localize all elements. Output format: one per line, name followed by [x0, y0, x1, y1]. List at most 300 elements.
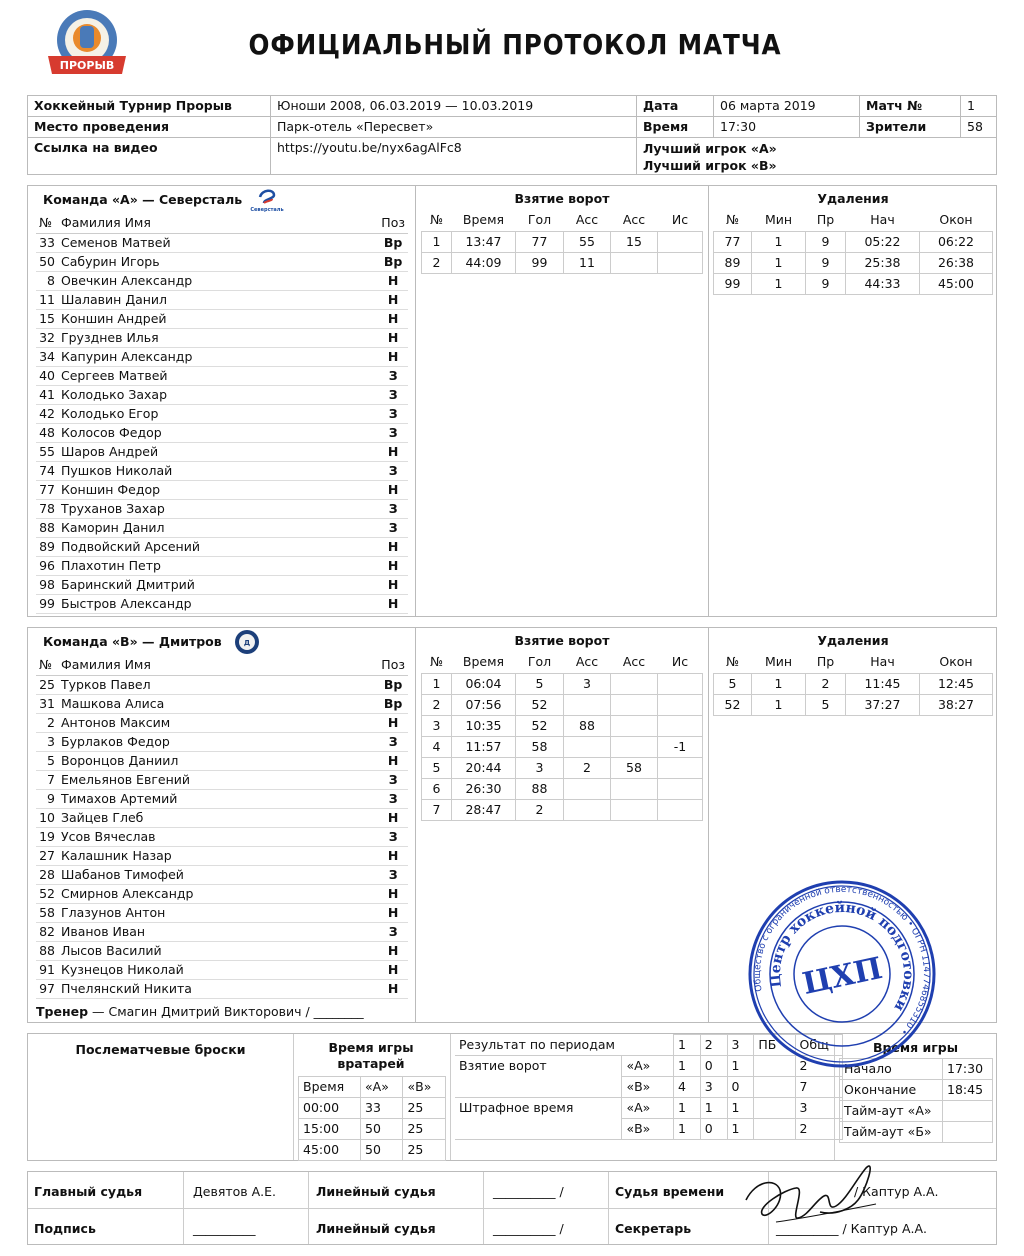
- player-row: [36, 271, 408, 290]
- goalie-b: 25: [403, 1119, 446, 1140]
- goal-goal: 77: [516, 231, 564, 252]
- player-position: З: [378, 518, 408, 537]
- goal-time: 20:44: [452, 757, 516, 778]
- player-number: 28: [36, 865, 58, 884]
- penalty-pr: 9: [806, 273, 846, 294]
- player-position: З: [378, 732, 408, 751]
- team-b-roster: Команда «В» — Дмитров Д № Фамилия Имя Поз 25 Турков Павел Вр 31 Машкова Алиса Вр 2 Антонов Максим Н 3 Бурлаков Федор З 5 Воронцов Даниил Н 7 Емельянов Евгений З 9 Тимахов Артемий З 10 Зайцев Глеб Н 19 Усов Вячеслав З 27 Калашник Назар Н 28 Шабанов Тимофей З 52 Смирнов Александр Н 58 Глазунов Антон Н 82 Иванов Иван З 88 Лысов Василий Н 91 Кузнецов Николай Н 97 Пчелянский Никита Н: [36, 628, 416, 999]
- penalty-pr: 9: [806, 231, 846, 252]
- player-position: Вр: [378, 252, 408, 271]
- player-position: З: [378, 789, 408, 808]
- goalie-row: [299, 1098, 446, 1119]
- player-position: Н: [378, 575, 408, 594]
- player-name: Воронцов Даниил: [58, 751, 378, 770]
- player-name: Быстров Александр: [58, 594, 378, 613]
- goalie-time-label: Время игры вратарей: [328, 1040, 414, 1071]
- player-name: Грузднев Илья: [58, 328, 378, 347]
- player-number: 50: [36, 252, 58, 271]
- player-name: Калашник Назар: [58, 846, 378, 865]
- player-number: 78: [36, 499, 58, 518]
- player-position: Н: [378, 290, 408, 309]
- player-name: Плахотин Петр: [58, 556, 378, 575]
- match-number-value: 1: [961, 96, 997, 117]
- player-name: Колодько Захар: [58, 385, 378, 404]
- player-number: 11: [36, 290, 58, 309]
- date-value: 06 марта 2019: [714, 96, 860, 117]
- team-a-roster: [36, 186, 416, 614]
- spectators-value: 58: [961, 117, 997, 138]
- player-name: Капурин Александр: [58, 347, 378, 366]
- player-position: З: [378, 770, 408, 789]
- tournament-logo: [44, 8, 130, 78]
- player-name: Кузнецов Николай: [58, 960, 378, 979]
- player-row: [36, 694, 408, 713]
- penalty-min: 1: [752, 252, 806, 273]
- goal-n: 4: [422, 736, 452, 757]
- stamp-inner-text: Центр хоккейной подготовки: [767, 899, 917, 1014]
- player-number: 91: [36, 960, 58, 979]
- penalty-n: 89: [714, 252, 752, 273]
- player-row: [36, 789, 408, 808]
- dmitrov-logo: [234, 629, 260, 655]
- penalty-n: 5: [714, 673, 752, 694]
- player-number: 41: [36, 385, 58, 404]
- best-player-b-label: Лучший игрок «В»: [643, 158, 777, 173]
- goal-a2: [611, 736, 658, 757]
- spectators-label: Зрители: [860, 117, 961, 138]
- game-time: Время игры Начало 17:30 Окончание 18:45 Тайм-аут «А» Тайм-аут «Б»: [834, 1034, 996, 1160]
- player-position: З: [378, 461, 408, 480]
- coach-label: Тренер: [36, 1004, 89, 1019]
- coach-value: — Смагин Дмитрий Викторович / ________: [92, 1004, 364, 1019]
- player-row: [36, 960, 408, 979]
- penalty-min: 1: [752, 231, 806, 252]
- player-row: [36, 770, 408, 789]
- goal-n: 6: [422, 778, 452, 799]
- player-position: З: [378, 922, 408, 941]
- player-name: Труханов Захар: [58, 499, 378, 518]
- player-row: [36, 404, 408, 423]
- penalty-pr: 2: [806, 673, 846, 694]
- player-position: Н: [378, 480, 408, 499]
- player-number: 99: [36, 594, 58, 613]
- player-name: Пушков Николай: [58, 461, 378, 480]
- goal-n: 5: [422, 757, 452, 778]
- player-number: 58: [36, 903, 58, 922]
- goal-row: [422, 778, 703, 799]
- player-name: Машкова Алиса: [58, 694, 378, 713]
- player-number: 98: [36, 575, 58, 594]
- goalie-a: 33: [361, 1098, 403, 1119]
- time-label: Время: [637, 117, 714, 138]
- penalty-end: 06:22: [920, 231, 993, 252]
- penalty-end: 12:45: [920, 673, 993, 694]
- player-position: З: [378, 827, 408, 846]
- match-number-label: Матч №: [860, 96, 961, 117]
- goal-goal: 58: [516, 736, 564, 757]
- player-row: [36, 808, 408, 827]
- goal-row: [422, 252, 703, 273]
- goal-time: 07:56: [452, 694, 516, 715]
- goal-a2: [611, 673, 658, 694]
- goal-a1: 55: [564, 231, 611, 252]
- shootout-label: Послематчевые броски: [75, 1042, 246, 1057]
- player-name: Бурлаков Федор: [58, 732, 378, 751]
- venue-label: Место проведения: [28, 117, 271, 138]
- time-value: 17:30: [714, 117, 860, 138]
- player-row: [36, 941, 408, 960]
- player-number: 96: [36, 556, 58, 575]
- player-row: [36, 461, 408, 480]
- player-row: [36, 442, 408, 461]
- goal-time: 26:30: [452, 778, 516, 799]
- player-name: Шабанов Тимофей: [58, 865, 378, 884]
- goal-row: [422, 736, 703, 757]
- player-row: [36, 499, 408, 518]
- signature-scribble: [736, 1160, 886, 1240]
- player-name: Усов Вячеслав: [58, 827, 378, 846]
- penalty-min: 1: [752, 694, 806, 715]
- player-position: Н: [378, 328, 408, 347]
- penalty-time-label: Штрафное время: [455, 1098, 622, 1140]
- goalie-time: 00:00: [299, 1098, 361, 1119]
- goal-n: 1: [422, 673, 452, 694]
- team-b-penalties: Удаления № Мин Пр Нач Окон 5 1 2 11:45 12:45 52 1 5 37:27 38:27: [713, 628, 993, 716]
- goal-is: [658, 757, 703, 778]
- game-time-label: Время игры: [872, 1040, 959, 1055]
- goal-a2: [611, 715, 658, 736]
- player-row: [36, 328, 408, 347]
- periods-label: Результат по периодам: [455, 1035, 673, 1056]
- goalie-time: Время игры вратарей Время «А» «В» 00:00 33 25 15:00 50 25 45:00 50 25: [296, 1034, 446, 1161]
- page-title: ОФИЦИАЛЬНЫЙ ПРОТОКОЛ МАТЧА: [248, 28, 782, 61]
- player-position: Н: [378, 537, 408, 556]
- goal-is: [658, 799, 703, 820]
- goal-a2: [611, 799, 658, 820]
- player-name: Шалавин Данил: [58, 290, 378, 309]
- goal-n: 3: [422, 715, 452, 736]
- player-number: 5: [36, 751, 58, 770]
- player-number: 55: [36, 442, 58, 461]
- penalty-end: 45:00: [920, 273, 993, 294]
- player-row: [36, 751, 408, 770]
- penalty-row: [714, 231, 993, 252]
- penalty-row: [714, 273, 993, 294]
- player-position: З: [378, 366, 408, 385]
- svg-text:Северсталь: Северсталь: [250, 207, 284, 213]
- player-number: 89: [36, 537, 58, 556]
- player-row: [36, 884, 408, 903]
- goal-goal: 3: [516, 757, 564, 778]
- period-results: Результат по периодам 1 2 3 ПБ Общ Взятие ворот «А» 1 0 1 2 «В» 4 3 0 7 Штрафное время «А» 1 1 1 3 «В» 1 0 1 2: [450, 1034, 838, 1160]
- player-number: 3: [36, 732, 58, 751]
- goal-a2: [611, 778, 658, 799]
- goal-a1: 2: [564, 757, 611, 778]
- player-row: [36, 423, 408, 442]
- player-number: 8: [36, 271, 58, 290]
- player-name: Зайцев Глеб: [58, 808, 378, 827]
- player-number: 40: [36, 366, 58, 385]
- player-row: [36, 827, 408, 846]
- player-position: Вр: [378, 233, 408, 252]
- player-number: 88: [36, 941, 58, 960]
- player-number: 15: [36, 309, 58, 328]
- goal-goal: 88: [516, 778, 564, 799]
- penalty-min: 1: [752, 673, 806, 694]
- goal-a1: [564, 694, 611, 715]
- player-position: Н: [378, 808, 408, 827]
- player-name: Лысов Василий: [58, 941, 378, 960]
- player-row: [36, 732, 408, 751]
- player-number: 25: [36, 675, 58, 694]
- penalty-start: 25:38: [846, 252, 920, 273]
- player-position: Н: [378, 846, 408, 865]
- player-row: [36, 309, 408, 328]
- penalty-row: [714, 694, 993, 715]
- player-name: Емельянов Евгений: [58, 770, 378, 789]
- player-number: 33: [36, 233, 58, 252]
- goal-goal: 5: [516, 673, 564, 694]
- player-position: Н: [378, 594, 408, 613]
- match-header: [27, 95, 997, 175]
- goal-row: [422, 799, 703, 820]
- team-a-name: Команда «А» — Северсталь: [43, 192, 243, 207]
- player-row: [36, 290, 408, 309]
- goal-time: 06:04: [452, 673, 516, 694]
- goal-row: [422, 715, 703, 736]
- player-name: Каморин Данил: [58, 518, 378, 537]
- player-row: [36, 366, 408, 385]
- player-position: Н: [378, 903, 408, 922]
- player-name: Подвойский Арсений: [58, 537, 378, 556]
- player-position: Н: [378, 442, 408, 461]
- player-name: Сергеев Матвей: [58, 366, 378, 385]
- date-label: Дата: [637, 96, 714, 117]
- player-row: [36, 575, 408, 594]
- player-number: 32: [36, 328, 58, 347]
- penalty-n: 52: [714, 694, 752, 715]
- stamp-center: ЦХП: [799, 950, 886, 1002]
- player-position: Н: [378, 713, 408, 732]
- goal-goal: 2: [516, 799, 564, 820]
- player-row: [36, 713, 408, 732]
- player-name: Иванов Иван: [58, 922, 378, 941]
- player-row: [36, 846, 408, 865]
- goalie-b: 25: [403, 1098, 446, 1119]
- player-number: 48: [36, 423, 58, 442]
- goal-time: 44:09: [452, 252, 516, 273]
- coach-line: [36, 1004, 364, 1019]
- player-number: 88: [36, 518, 58, 537]
- player-position: Н: [378, 556, 408, 575]
- goals-sum-label: Взятие ворот: [455, 1056, 622, 1098]
- goal-goal: 99: [516, 252, 564, 273]
- goal-a2: 15: [611, 231, 658, 252]
- player-name: Тимахов Артемий: [58, 789, 378, 808]
- player-position: Н: [378, 960, 408, 979]
- player-number: 52: [36, 884, 58, 903]
- team-a-section: [27, 185, 997, 617]
- player-row: [36, 556, 408, 575]
- goal-a1: [564, 778, 611, 799]
- penalty-min: 1: [752, 273, 806, 294]
- goal-a2: 58: [611, 757, 658, 778]
- goal-time: 10:35: [452, 715, 516, 736]
- player-number: 34: [36, 347, 58, 366]
- goal-is: [658, 231, 703, 252]
- player-row: [36, 979, 408, 998]
- player-row: [36, 385, 408, 404]
- best-player-a-label: Лучший игрок «А»: [643, 141, 777, 156]
- player-name: Смирнов Александр: [58, 884, 378, 903]
- goal-row: [422, 231, 703, 252]
- penalty-pr: 9: [806, 252, 846, 273]
- col-num: №: [36, 214, 58, 233]
- player-name: Коншин Андрей: [58, 309, 378, 328]
- penalty-row: [714, 673, 993, 694]
- referees-section: Главный судья Девятов А.Е. Линейный судья __________ / Судья времени / Каптур А.А. Подпись __________ Линейный судья __________ / Секретарь __________ / Каптур А.А.: [27, 1171, 997, 1245]
- penalty-end: 38:27: [920, 694, 993, 715]
- player-name: Сабурин Игорь: [58, 252, 378, 271]
- goals-title: Взятие ворот: [514, 191, 610, 206]
- player-name: Овечкин Александр: [58, 271, 378, 290]
- player-number: 9: [36, 789, 58, 808]
- player-row: [36, 252, 408, 271]
- player-name: Антонов Максим: [58, 713, 378, 732]
- goal-is: [658, 715, 703, 736]
- team-b-name: Команда «В» — Дмитров: [43, 634, 222, 649]
- player-position: Н: [378, 271, 408, 290]
- goal-a1: 3: [564, 673, 611, 694]
- goal-a2: [611, 252, 658, 273]
- goal-is: -1: [658, 736, 703, 757]
- goal-is: [658, 673, 703, 694]
- tournament-value: Юноши 2008, 06.03.2019 — 10.03.2019: [271, 96, 637, 117]
- goalie-time: 45:00: [299, 1140, 361, 1161]
- player-position: З: [378, 385, 408, 404]
- logo-text: ПРОРЫВ: [59, 59, 115, 72]
- goalie-row: [299, 1119, 446, 1140]
- player-number: 27: [36, 846, 58, 865]
- player-number: 77: [36, 480, 58, 499]
- player-position: З: [378, 499, 408, 518]
- goal-a2: [611, 694, 658, 715]
- player-position: Н: [378, 941, 408, 960]
- goal-time: 11:57: [452, 736, 516, 757]
- penalty-row: [714, 252, 993, 273]
- video-link[interactable]: https://youtu.be/nyx6agAlFc8: [271, 138, 637, 175]
- tournament-label: Хоккейный Турнир Прорыв: [28, 96, 271, 117]
- penalty-start: 37:27: [846, 694, 920, 715]
- goal-a1: [564, 799, 611, 820]
- player-position: Н: [378, 309, 408, 328]
- goalie-time: 15:00: [299, 1119, 361, 1140]
- severstal-logo: [250, 187, 284, 213]
- goal-a1: [564, 736, 611, 757]
- player-position: Вр: [378, 675, 408, 694]
- player-row: [36, 480, 408, 499]
- player-number: 19: [36, 827, 58, 846]
- penalties-title: Удаления: [817, 191, 889, 206]
- penalty-start: 05:22: [846, 231, 920, 252]
- player-number: 7: [36, 770, 58, 789]
- goalie-b: 25: [403, 1140, 446, 1161]
- video-label: Ссылка на видео: [28, 138, 271, 175]
- penalty-start: 44:33: [846, 273, 920, 294]
- goal-is: [658, 694, 703, 715]
- goal-time: 13:47: [452, 231, 516, 252]
- player-position: Вр: [378, 694, 408, 713]
- player-name: Шаров Андрей: [58, 442, 378, 461]
- player-name: Турков Павел: [58, 675, 378, 694]
- penalty-start: 11:45: [846, 673, 920, 694]
- goal-n: 1: [422, 231, 452, 252]
- player-position: Н: [378, 347, 408, 366]
- penalty-end: 26:38: [920, 252, 993, 273]
- goal-is: [658, 778, 703, 799]
- svg-text:Д: Д: [243, 639, 250, 647]
- player-name: Колосов Федор: [58, 423, 378, 442]
- player-number: 97: [36, 979, 58, 998]
- player-position: З: [378, 404, 408, 423]
- goal-row: [422, 694, 703, 715]
- player-number: 42: [36, 404, 58, 423]
- stamp-outer-text: Общество с ограниченной ответственностью • ОГРН 1147746855310 •: [752, 884, 932, 1037]
- player-position: Н: [378, 751, 408, 770]
- player-name: Коншин Федор: [58, 480, 378, 499]
- penalty-n: 77: [714, 231, 752, 252]
- player-name: Колодько Егор: [58, 404, 378, 423]
- player-number: 2: [36, 713, 58, 732]
- venue-value: Парк-отель «Пересвет»: [271, 117, 637, 138]
- team-b-goals: Взятие ворот № Время Гол Асс Асс Ис 1 06:04 5 3 2 07:56 52 3 10:35 52 88 4 11:57 58 -1 5 20:44 3 2 58 6 26:30 88 7 28:47 2: [421, 628, 703, 821]
- player-row: [36, 233, 408, 252]
- player-row: [36, 903, 408, 922]
- goalie-a: 50: [361, 1140, 403, 1161]
- goal-a1: 11: [564, 252, 611, 273]
- player-row: [36, 518, 408, 537]
- player-name: Семенов Матвей: [58, 233, 378, 252]
- player-row: [36, 537, 408, 556]
- official-stamp: [746, 878, 938, 1070]
- goal-goal: 52: [516, 715, 564, 736]
- team-a-goals: Взятие ворот № Время Гол Асс Асс Ис 1 13:47 77 55 15 2 44:09 99 11: [421, 186, 703, 274]
- goal-row: [422, 757, 703, 778]
- player-row: [36, 675, 408, 694]
- player-name: Глазунов Антон: [58, 903, 378, 922]
- goalie-a: 50: [361, 1119, 403, 1140]
- goal-row: [422, 673, 703, 694]
- player-row: [36, 922, 408, 941]
- penalty-pr: 5: [806, 694, 846, 715]
- goal-n: 7: [422, 799, 452, 820]
- player-position: З: [378, 423, 408, 442]
- col-pos: Поз: [378, 214, 408, 233]
- player-position: Н: [378, 979, 408, 998]
- goalie-row: [299, 1140, 446, 1161]
- goal-n: 2: [422, 694, 452, 715]
- goal-is: [658, 252, 703, 273]
- player-name: Пчелянский Никита: [58, 979, 378, 998]
- player-row: [36, 347, 408, 366]
- player-row: [36, 594, 408, 613]
- player-position: З: [378, 865, 408, 884]
- goal-goal: 52: [516, 694, 564, 715]
- penalty-n: 99: [714, 273, 752, 294]
- goal-n: 2: [422, 252, 452, 273]
- player-number: 82: [36, 922, 58, 941]
- player-position: Н: [378, 884, 408, 903]
